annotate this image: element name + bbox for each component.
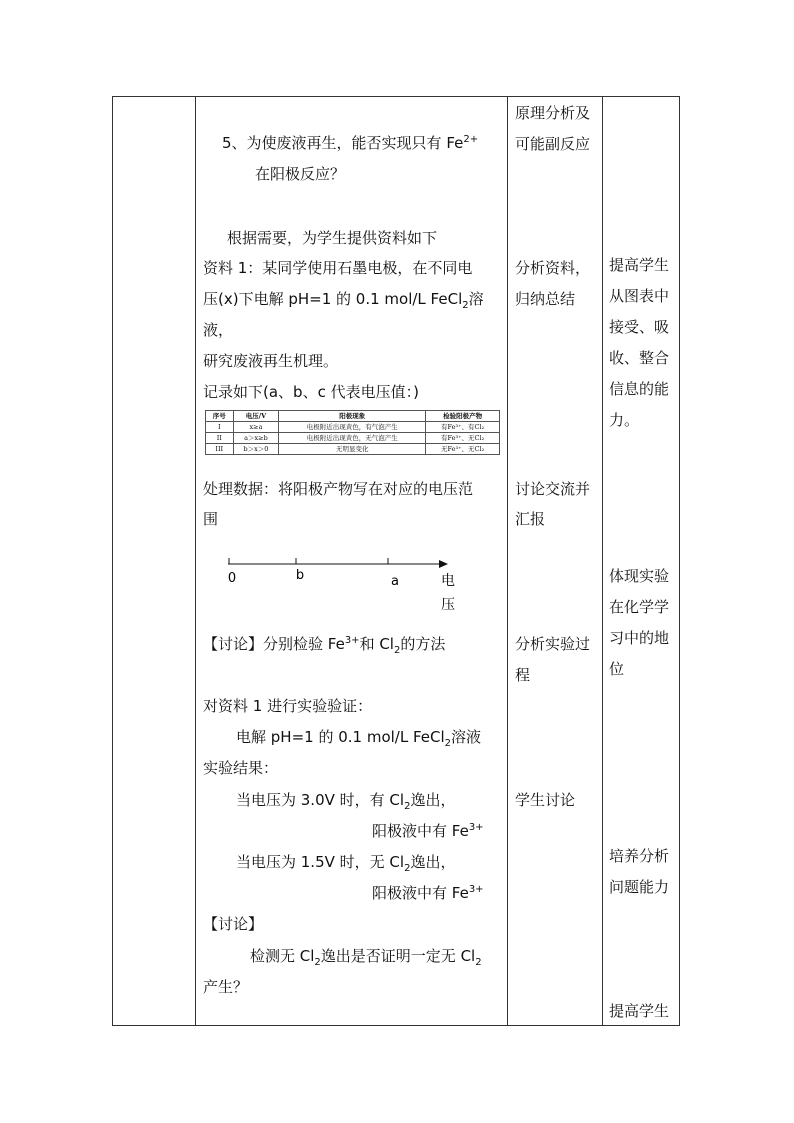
tick-label-0: 0 (227, 571, 237, 586)
table-header: 序号 (206, 411, 234, 422)
table-cell: 无Fe³⁺、无Cl₂ (426, 444, 500, 455)
table-cell: x≥a (233, 422, 279, 433)
table-cell: b＞x＞0 (233, 444, 279, 455)
table-row (206, 433, 500, 444)
question-5-cont: 在阳极反应？ (255, 165, 346, 183)
process-text: 处理数据：将阳极产物写在对应的电压范 (203, 480, 474, 498)
table-row (206, 422, 500, 433)
table-row (206, 444, 500, 455)
data1-text: 液， (203, 321, 234, 339)
table-cell: I (206, 422, 234, 433)
result-label: 实验结果： (203, 759, 279, 777)
intent-text: 位 (609, 660, 625, 678)
activity-text: 可能副反应 (515, 135, 591, 153)
axis-unit: 电 (441, 573, 455, 589)
intent-text: 力。 (609, 411, 640, 429)
discussion-1: 【讨论】分别检验 $Fe^{3+}$和 $Cl_2$的方法 (203, 635, 446, 656)
table-cell: 无明显变化 (279, 444, 426, 455)
table-cell: II (206, 433, 234, 444)
tick-label-b: b (295, 568, 305, 583)
data1-text: 压(x)下电解 pH=1 的 0.1 mol/L FeCl$_2$溶 (203, 290, 484, 311)
question-cl2-cont: 产生？ (203, 978, 249, 996)
result-1-cont: 阳极液中有 $Fe^{3+}$ (372, 822, 484, 840)
column-divider (507, 96, 508, 1026)
table-header: 电压/V (233, 411, 279, 422)
record-text: 记录如下(a、b、c 代表电压值：) (203, 383, 419, 401)
result-2: 当电压为 1.5V 时，无 $Cl_2$逸出， (236, 853, 456, 874)
intent-text: 收、整合 (609, 349, 670, 367)
intent-text: 体现实验 (609, 567, 670, 585)
voltage-axis (220, 552, 460, 622)
table-cell: III (206, 444, 234, 455)
discussion-2: 【讨论】 (203, 915, 264, 933)
activity-text: 汇报 (515, 510, 546, 528)
intent-text: 提高学生 (609, 1002, 670, 1020)
intent-text: 习中的地 (609, 629, 670, 647)
table-cell: a＞x≥b (233, 433, 279, 444)
column-divider (195, 96, 196, 1026)
intent-text: 问题能力 (609, 878, 670, 896)
axis-arrow (439, 560, 448, 568)
tick-label-a: a (391, 574, 399, 589)
intent-text: 信息的能 (609, 380, 670, 398)
axis-unit: 压 (441, 597, 455, 613)
question-cl2: 检测无 $Cl_2$逸出是否证明一定无 $Cl_2$ (250, 947, 482, 968)
table-cell: 电极附近出现黄色，有气泡产生 (279, 422, 426, 433)
result-1: 当电压为 3.0V 时，有 $Cl_2$逸出， (236, 791, 456, 812)
electrolysis-text: 电解 pH=1 的 0.1 mol/L FeCl$_2$溶液 (236, 728, 482, 749)
table-cell: 有Fe³⁺、有Cl₂ (426, 422, 500, 433)
table-header: 检验阳极产物 (426, 411, 500, 422)
table-header: 阳极现象 (279, 411, 426, 422)
activity-text: 程 (515, 666, 531, 684)
process-text: 围 (203, 510, 219, 528)
table-cell: 有Fe³⁺、无Cl₂ (426, 433, 500, 444)
intent-text: 从图表中 (609, 287, 670, 305)
data-table (205, 410, 500, 455)
intent-text: 在化学学 (609, 598, 670, 616)
activity-text: 分析资料， (515, 259, 591, 277)
data1-text: 研究废液再生机理。 (203, 352, 339, 370)
column-divider (602, 96, 603, 1026)
activity-text: 归纳总结 (515, 290, 576, 308)
activity-text: 原理分析及 (515, 104, 591, 122)
data1-text: 资料 1：某同学使用石墨电极，在不同电 (203, 259, 473, 277)
intro-text: 根据需要，为学生提供资料如下 (227, 229, 438, 247)
intent-text: 培养分析 (609, 847, 670, 865)
table-cell: 电极附近出现黄色，无气泡产生 (279, 433, 426, 444)
intent-text: 提高学生 (609, 256, 670, 274)
question-5: 5、为使废液再生，能否实现只有 $Fe^{2+}$ (222, 134, 479, 152)
activity-text: 分析实验过 (515, 635, 591, 653)
activity-text: 讨论交流并 (515, 480, 591, 498)
intent-text: 接受、吸 (609, 318, 670, 336)
activity-text: 学生讨论 (515, 791, 576, 809)
result-2-cont: 阳极液中有 $Fe^{3+}$ (372, 884, 484, 902)
verify-text: 对资料 1 进行实验验证： (203, 697, 373, 715)
